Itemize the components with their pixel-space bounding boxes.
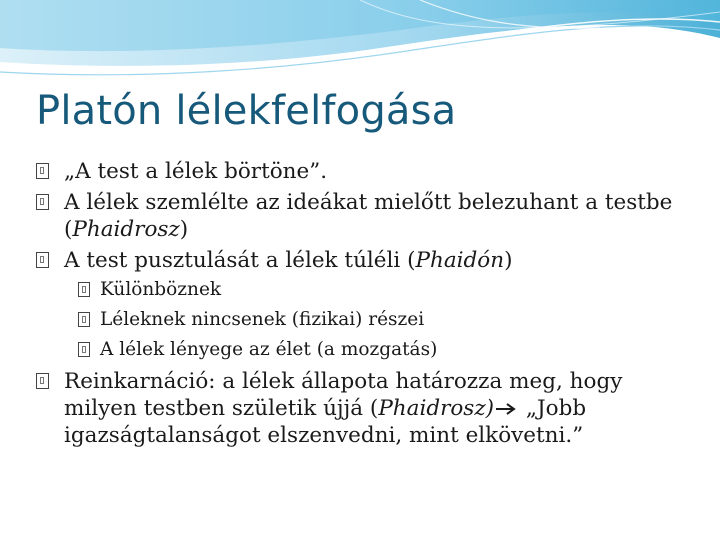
subbullet-text: Különböznek — [100, 279, 222, 300]
bullet-text-post: ) — [179, 217, 189, 242]
bullet-4 — [34, 368, 694, 449]
box-bullet-icon — [36, 163, 49, 179]
subbullet-2 — [34, 308, 694, 332]
bullet-2 — [34, 189, 694, 243]
slide-body — [34, 158, 694, 453]
bullet-3 — [34, 247, 694, 274]
bullet-text-post: ) — [504, 248, 513, 273]
bullet-text-italic: Phaidón — [415, 248, 505, 273]
subbullet-3 — [34, 338, 694, 362]
slide-title: Platón lélekfelfogása — [36, 88, 457, 134]
header-wave-decoration — [0, 0, 720, 90]
subbullet-text: A lélek lényege az élet (a mozgatás) — [100, 339, 438, 360]
bullet-text-pre: Reinkarnáció: a lélek állapota határozza meg, hogy milyen testben születik újjá ( — [64, 369, 623, 421]
bullet-text-pre: A lélek szemlélte az ideákat mielőtt belezuhant a testbe ( — [64, 190, 673, 242]
box-bullet-icon — [78, 282, 90, 297]
subbullet-1 — [34, 278, 694, 302]
subbullet-text: Léleknek nincsenek (fizikai) részei — [100, 309, 425, 330]
bullet-text: „A test a lélek börtöne”. — [64, 159, 328, 184]
box-bullet-icon — [36, 373, 49, 389]
right-arrow-icon — [495, 402, 517, 416]
box-bullet-icon — [78, 342, 90, 357]
box-bullet-icon — [36, 194, 49, 210]
bullet-text-post: „Jobb igazságtalanságot elszenvedni, mint elkövetni.” — [64, 396, 587, 448]
box-bullet-icon — [36, 252, 49, 268]
box-bullet-icon — [78, 312, 90, 327]
bullet-text-italic: Phaidrosz — [72, 217, 180, 242]
bullet-text-pre: A test pusztulását a lélek túléli ( — [64, 248, 416, 273]
bullet-text-italic: Phaidrosz) — [378, 396, 495, 421]
bullet-1 — [34, 158, 694, 185]
